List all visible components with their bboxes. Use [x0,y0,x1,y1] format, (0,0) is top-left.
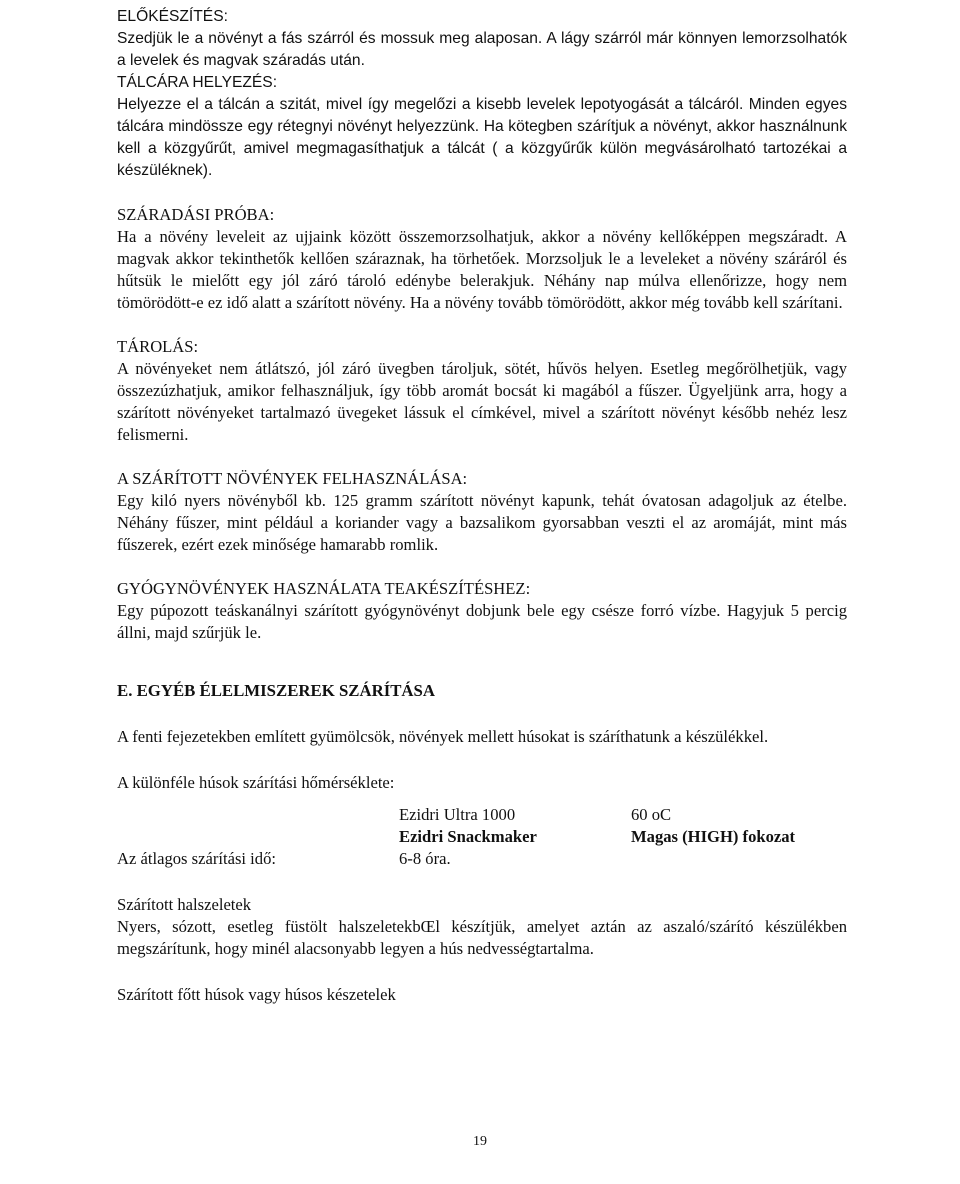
section-proba [117,204,847,314]
text-elokeszites: Szedjük le a növényt a fás szárról és mossuk meg alaposan. A lágy szárról már könnyen lemorzsolhatók a levelek és magvak száradás után. [117,30,847,69]
table-cell-value: 60 oC [631,805,672,824]
section-talcara [117,72,847,182]
page-number: 19 [473,1134,487,1149]
section-e [117,680,847,1006]
table-cell-model: 6-8 óra. [399,849,451,868]
text-tarolas: A növényeket nem átlátszó, jól záró üvegben tároljuk, sötét, hűvös helyen. Esetleg megőrölhetjük, vagy összezúzhatjuk, amikor felhasználjuk, így több aromát bocsát ki magából a fűszer. Ügyeljünk arra, hogy a szárított növényeket tartalmazó üvegeket lássuk el címkével, mivel a szárított növényt később nehéz lesz felismerni. [117,359,847,444]
table-cell-value: Magas (HIGH) fokozat [631,827,796,846]
heading-fott-husok: Szárított főtt húsok vagy húsos készetelek [117,985,396,1004]
table-cell-label [117,826,399,848]
temp-heading: A különféle húsok szárítási hőmérséklete: [117,773,395,792]
text-tea: Egy púpozott teáskanálnyi szárított gyógynövényt dobjunk bele egy csésze forró vízbe. Hagyjuk 5 percig állni, majd szűrjük le. [117,601,847,642]
table-cell-label: Az átlagos szárítási idő: [117,849,276,868]
table-cell-model: Ezidri Snackmaker [399,827,537,846]
temperature-table [117,804,795,870]
section-e-intro: A fenti fejezetekben említett gyümölcsök, növények mellett húsokat is száríthatunk a készülékkel. [117,727,769,746]
heading-elokeszites: ELŐKÉSZÍTÉS: [117,8,228,25]
section-tarolas [117,336,847,446]
text-halszeletek: Nyers, sózott, esetleg füstölt halszeletekbŒl készítjük, amelyet aztán az aszaló/szárító készülékben megszárítunk, hogy minél alacsonyabb legyen a hús nedvességtartalma. [117,917,847,958]
text-proba: Ha a növény leveleit az ujjaink között összemorzsolhatjuk, akkor a növény kellőképpen megszáradt. A magvak akkor tekinthetők kellően száraznak, ha törhetőek. Morzsoljuk le a leveleket a növény száráról és hűtsük le mielőtt egy jól záró tároló edénybe belerakjuk. Néhány nap múlva ellenőrizze, hogy nem tömörödött-e ez idő alatt a szárított növény. Ha a növény tovább tömörödött, akkor még tovább kell szárítani. [117,227,847,312]
table-cell-label [117,804,399,826]
heading-felhasznalas: A SZÁRÍTOTT NÖVÉNYEK FELHASZNÁLÁSA: [117,469,468,488]
table-cell-value [631,848,795,870]
heading-proba: SZÁRADÁSI PRÓBA: [117,205,275,224]
document-page [117,6,847,1006]
table-row [117,804,795,826]
section-tea [117,578,847,644]
text-talcara: Helyezze el a tálcán a szitát, mivel így megelőzi a kisebb levelek lepotyogását a tálcáról. Minden egyes tálcára mindössze egy rétegnyi növényt helyezzünk. Ha kötegben szárítjuk a növényt, akkor használnunk kell a közgyűrűt, amivel megmagasíthatjuk a tálcát ( a közgyűrűk külön megvásárolható tartozékai a készüléknek). [117,96,847,179]
table-cell-model: Ezidri Ultra 1000 [399,805,516,824]
heading-talcara: TÁLCÁRA HELYEZÉS: [117,74,278,91]
text-felhasznalas: Egy kiló nyers növényből kb. 125 gramm szárított növényt kapunk, tehát óvatosan adagoljuk az ételbe. Néhány fűszer, mint például a koriander vagy a bazsalikom gyorsabban veszti el az aromáját, mint más fűszerek, ezért ezek minősége hamarabb romlik. [117,491,847,554]
section-e-title: E. EGYÉB ÉLELMISZEREK SZÁRÍTÁSA [117,681,436,700]
heading-tea: GYÓGYNÖVÉNYEK HASZNÁLATA TEAKÉSZÍTÉSHEZ: [117,579,531,598]
section-felhasznalas [117,468,847,556]
heading-halszeletek: Szárított halszeletek [117,895,252,914]
heading-tarolas: TÁROLÁS: [117,337,199,356]
table-row [117,826,795,848]
section-elokeszites [117,6,847,72]
table-row [117,848,795,870]
